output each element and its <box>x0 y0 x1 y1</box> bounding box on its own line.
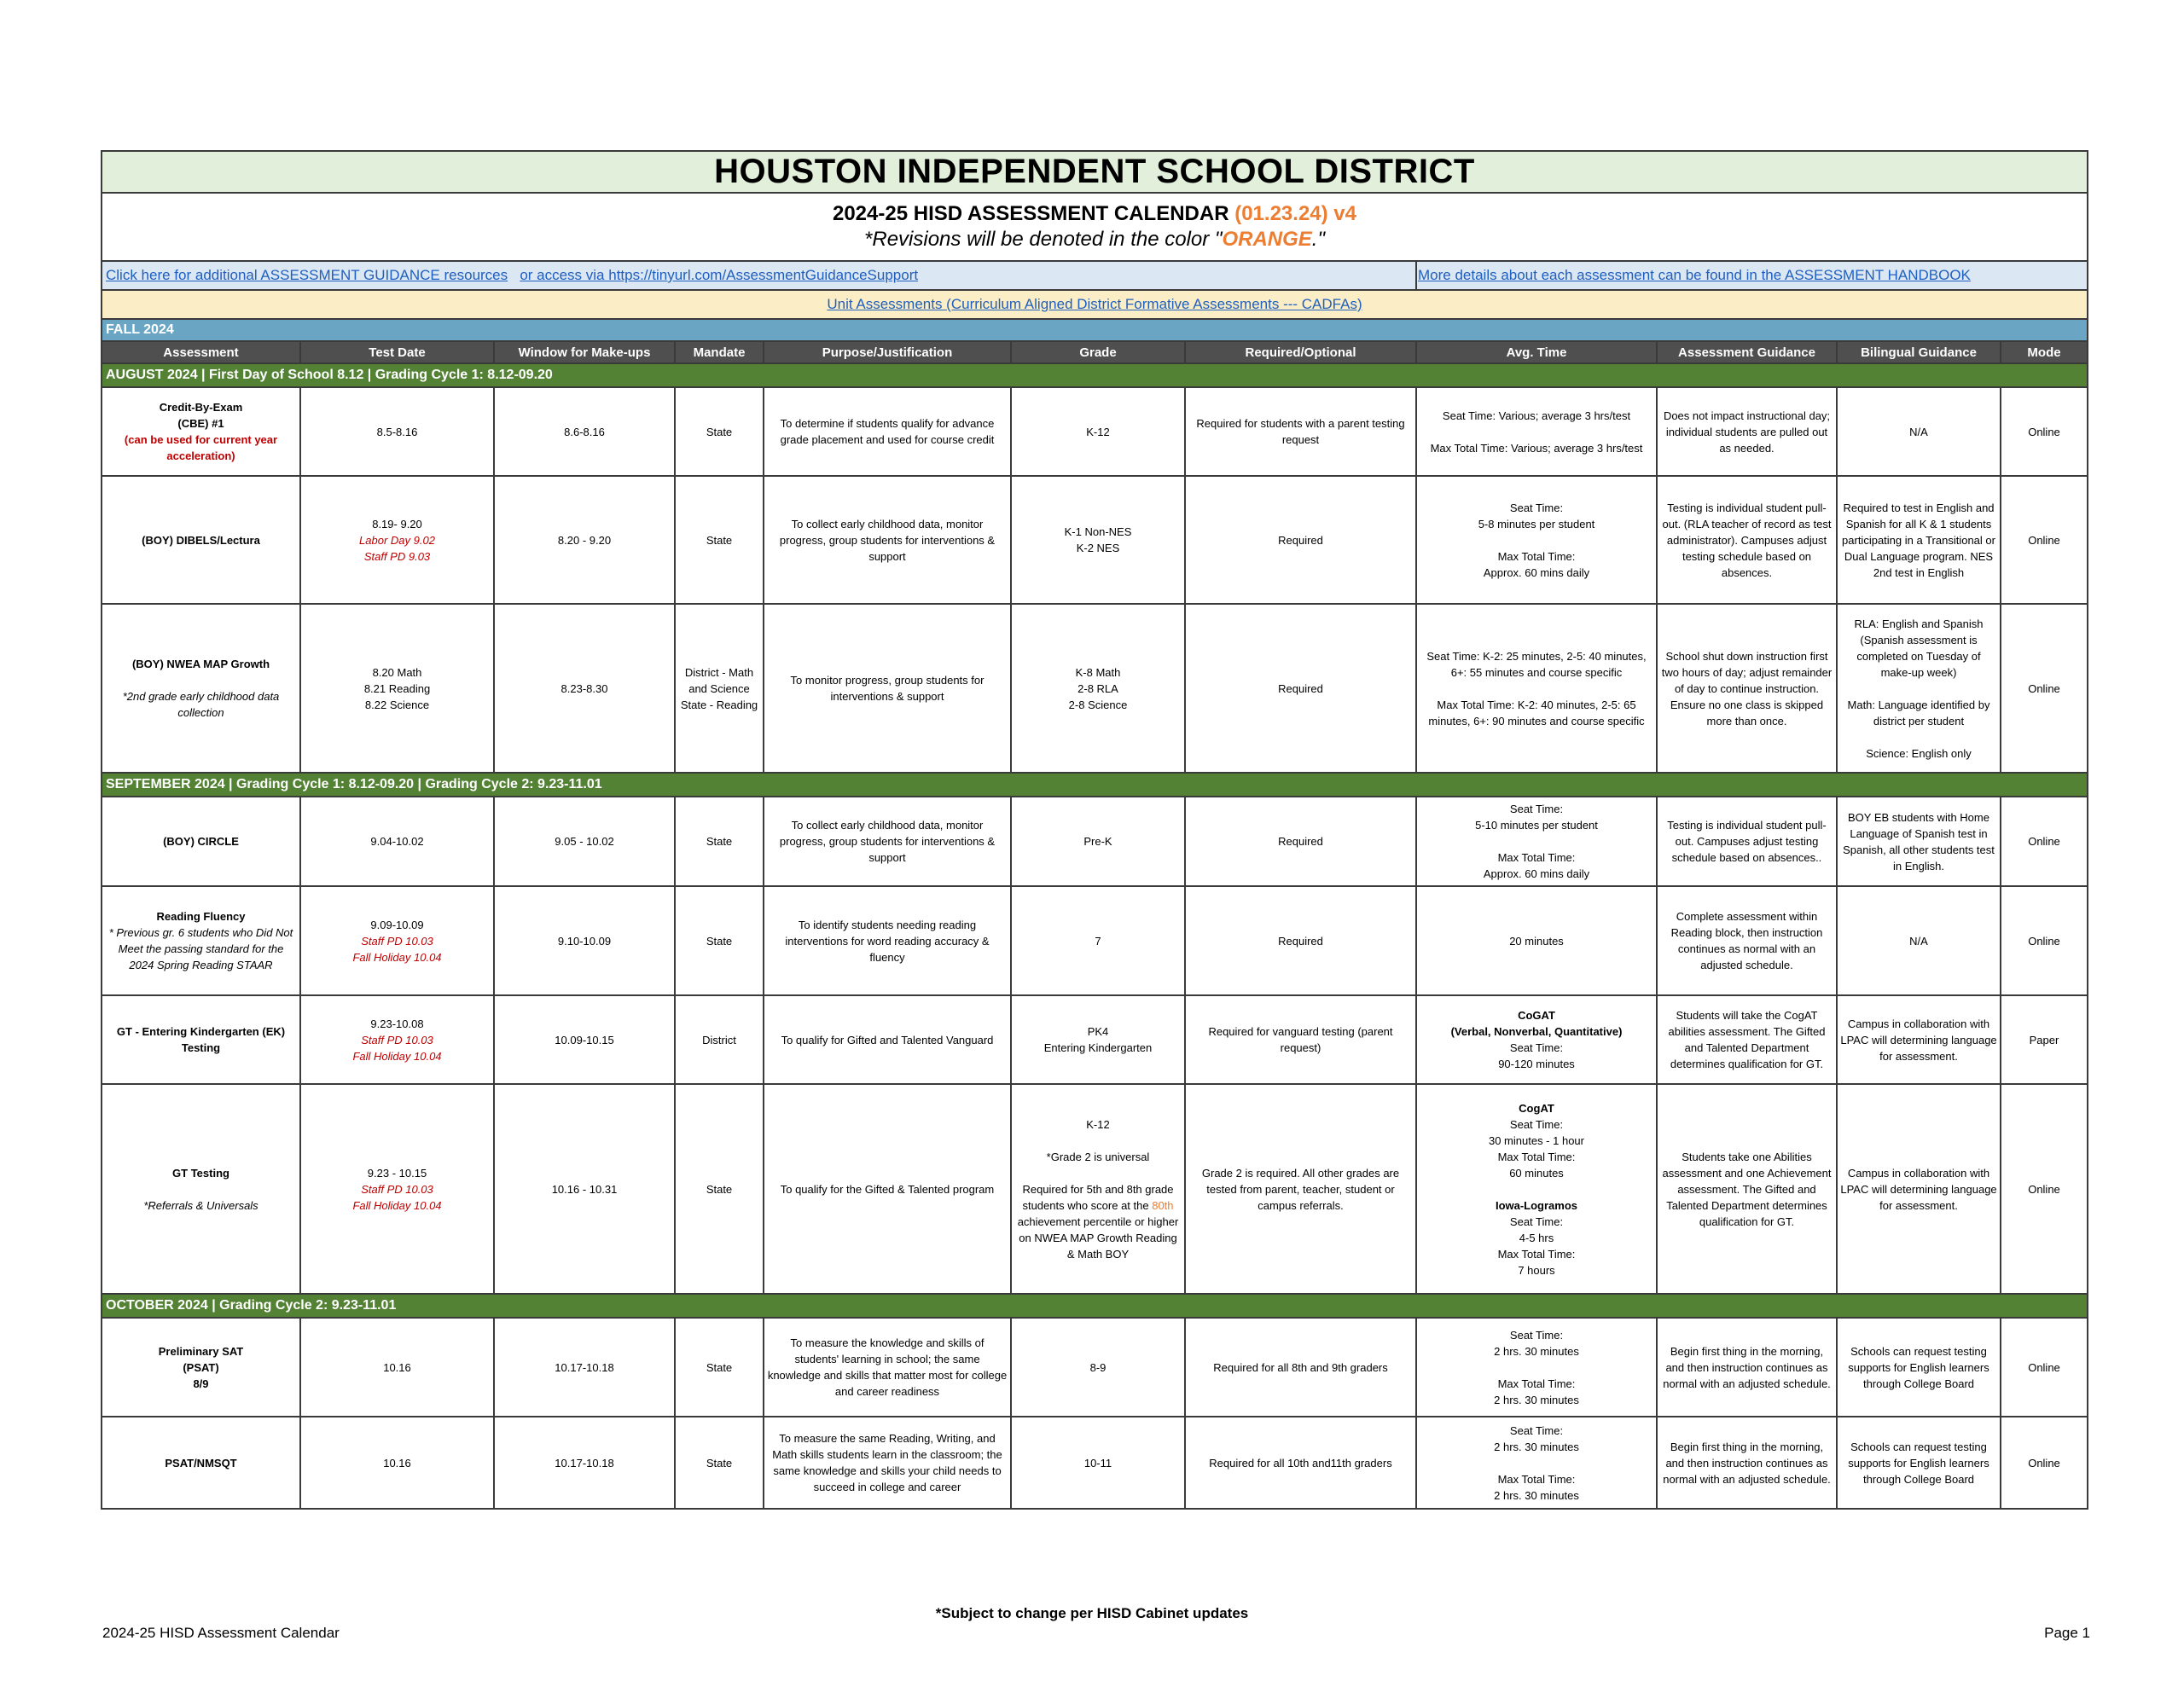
grade-cell <box>1011 1084 1185 1294</box>
revision-note-prefix: *Revisions will be denoted in the color " <box>864 228 1223 251</box>
mode: Online <box>2001 476 2088 604</box>
assessment-guidance: Testing is individual student pull-out. (RLA teacher of record as test administrator). Campuses adjust testing schedule based on absences. <box>1657 476 1837 604</box>
handbook-link-cell <box>1416 261 2088 290</box>
cadfa-link[interactable]: Unit Assessments (Curriculum Aligned District Formative Assessments --- CADFAs) <box>827 296 1362 312</box>
mandate: State <box>675 886 764 995</box>
purpose: To collect early childhood data, monitor progress, group students for interventions & support <box>764 797 1011 886</box>
grade-continued: achievement percentile or higher on NWEA MAP Growth Reading & Math BOY <box>1017 1215 1179 1261</box>
avg-time: Seat Time: 2 hrs. 30 minutes Max Total Time: 2 hrs. 30 minutes <box>1416 1318 1657 1417</box>
assessment-name: GT - Entering Kindergarten (EK) Testing <box>102 995 300 1084</box>
avg-time-cell <box>1416 995 1657 1084</box>
tinyurl-link[interactable]: or access via https://tinyurl.com/AssessmentGuidanceSupport <box>520 267 919 283</box>
table-row <box>102 995 2088 1084</box>
bilingual-guidance: Campus in collaboration with LPAC will determining language for assessment. <box>1837 995 2001 1084</box>
makeup-window: 10.17-10.18 <box>494 1417 675 1509</box>
makeup-window: 8.6-8.16 <box>494 387 675 476</box>
assessment-cell <box>102 604 300 773</box>
col-header-test-date: Test Date <box>300 341 494 363</box>
assessment-guidance: Testing is individual student pull-out. Campuses adjust testing schedule based on absences.. <box>1657 797 1837 886</box>
avg-time: Seat Time: K-2: 25 minutes, 2-5: 40 minutes, 6+: 55 minutes and course specific Max Total Time: K-2: 40 minutes, 2-5: 65 minutes, 6+: 90 minutes and course specific <box>1416 604 1657 773</box>
grade: K-1 Non-NES K-2 NES <box>1011 476 1185 604</box>
month-header-october: OCTOBER 2024 | Grading Cycle 2: 9.23-11.01 <box>102 1294 2088 1318</box>
makeup-window: 8.23-8.30 <box>494 604 675 773</box>
revised-percentile: 80th <box>1152 1198 1174 1212</box>
bilingual-guidance: Schools can request testing supports for English learners through College Board <box>1837 1318 2001 1417</box>
test-date: 8.20 Math 8.21 Reading 8.22 Science <box>300 604 494 773</box>
purpose: To identify students needing reading interventions for word reading accuracy & fluency <box>764 886 1011 995</box>
test-date-cell <box>300 886 494 995</box>
bilingual-guidance: N/A <box>1837 886 2001 995</box>
col-header-assessment: Assessment <box>102 341 300 363</box>
col-header-required: Required/Optional <box>1185 341 1416 363</box>
assessment-note: (can be used for current year acceleration) <box>124 433 278 462</box>
test-battery-name: CoGAT (Verbal, Nonverbal, Quantitative) <box>1450 1009 1623 1038</box>
table-row <box>102 1084 2088 1294</box>
assessment-guidance: Begin first thing in the morning, and then instruction continues as normal with an adjusted schedule. <box>1657 1318 1837 1417</box>
mandate: State <box>675 1084 764 1294</box>
bilingual-guidance: BOY EB students with Home Language of Spanish test in Spanish, all other students test in English. <box>1837 797 2001 886</box>
assessment-guidance: Students take one Abilities assessment and one Achievement assessment. The Gifted and Talented Department determines qualification for GT. <box>1657 1084 1837 1294</box>
avg-time: Seat Time: 5-10 minutes per student Max Total Time: Approx. 60 mins daily <box>1416 797 1657 886</box>
assessment-cell <box>102 1084 300 1294</box>
table-row <box>102 886 2088 995</box>
makeup-window: 9.10-10.09 <box>494 886 675 995</box>
version-number: v4 <box>1333 202 1356 225</box>
cadfa-cell <box>102 290 2088 319</box>
avg-time: Seat Time: 90-120 minutes <box>1498 1041 1575 1070</box>
table-row <box>102 476 2088 604</box>
revision-note-suffix: ." <box>1311 228 1325 251</box>
assessment-name: (BOY) DIBELS/Lectura <box>102 476 300 604</box>
purpose: To measure the knowledge and skills of students' learning in school; the same knowledge and skills that matter most for college and career readiness <box>764 1318 1011 1417</box>
table-row <box>102 1318 2088 1417</box>
bilingual-guidance: RLA: English and Spanish (Spanish assessment is completed on Tuesday of make-up week) Math: Language identified by district per student Science: English only <box>1837 604 2001 773</box>
assessment-guidance: School shut down instruction first two hours of day; adjust remainder of day to continue instruction. Ensure no one class is skipped more than once. <box>1657 604 1837 773</box>
purpose: To qualify for Gifted and Talented Vanguard <box>764 995 1011 1084</box>
mandate: State <box>675 476 764 604</box>
assessment-name: Reading Fluency <box>156 910 246 923</box>
test-date: 9.23-10.08 <box>370 1017 424 1030</box>
avg-time: Seat Time: 5-8 minutes per student Max Total Time: Approx. 60 mins daily <box>1416 476 1657 604</box>
grade: 7 <box>1011 886 1185 995</box>
purpose: To determine if students qualify for advance grade placement and used for course credit <box>764 387 1011 476</box>
version-date: (01.23.24) <box>1234 202 1328 225</box>
footer-notice: *Subject to change per HISD Cabinet updates <box>935 1605 1249 1621</box>
col-header-grade: Grade <box>1011 341 1185 363</box>
makeup-window: 10.09-10.15 <box>494 995 675 1084</box>
date-note: Staff PD 10.03 Fall Holiday 10.04 <box>352 934 442 964</box>
date-note: Staff PD 10.03 Fall Holiday 10.04 <box>352 1182 442 1212</box>
assessment-calendar-sheet <box>101 150 2087 1510</box>
mode: Online <box>2001 886 2088 995</box>
assessment-handbook-link[interactable]: More details about each assessment can be found in the ASSESSMENT HANDBOOK <box>1418 267 1971 283</box>
mode: Online <box>2001 1084 2088 1294</box>
assessment-guidance: Begin first thing in the morning, and then instruction continues as normal with an adjusted schedule. <box>1657 1417 1837 1509</box>
footer-doc-name: 2024-25 HISD Assessment Calendar <box>102 1625 340 1641</box>
guidance-links-cell <box>102 261 1416 290</box>
table-row <box>102 387 2088 476</box>
mode: Paper <box>2001 995 2088 1084</box>
table-row <box>102 797 2088 886</box>
required-optional: Required for all 10th and11th graders <box>1185 1417 1416 1509</box>
season-header: FALL 2024 <box>102 319 2088 341</box>
grade: Pre-K <box>1011 797 1185 886</box>
grade: 8-9 <box>1011 1318 1185 1417</box>
footer-page-number: Page 1 <box>2044 1625 2090 1641</box>
assessment-note: *Referrals & Universals <box>143 1198 258 1212</box>
mode: Online <box>2001 797 2088 886</box>
required-optional: Required for students with a parent testing request <box>1185 387 1416 476</box>
mode: Online <box>2001 604 2088 773</box>
mandate: State <box>675 1417 764 1509</box>
mandate: State <box>675 387 764 476</box>
calendar-name: 2024-25 HISD ASSESSMENT CALENDAR <box>832 202 1229 225</box>
assessment-name: (BOY) NWEA MAP Growth <box>131 658 270 670</box>
test-date: 10.16 <box>300 1318 494 1417</box>
assessment-cell <box>102 387 300 476</box>
assessment-guidance: Does not impact instructional day; individual students are pulled out as needed. <box>1657 387 1837 476</box>
assessment-name: GT Testing <box>172 1166 229 1180</box>
col-header-window: Window for Make-ups <box>494 341 675 363</box>
purpose: To collect early childhood data, monitor progress, group students for interventions & support <box>764 476 1011 604</box>
mandate: District <box>675 995 764 1084</box>
assessment-guidance: Complete assessment within Reading block, then instruction continues as normal with an adjusted schedule. <box>1657 886 1837 995</box>
month-header-august: AUGUST 2024 | First Day of School 8.12 | Grading Cycle 1: 8.12-09.20 <box>102 363 2088 387</box>
table-row <box>102 604 2088 773</box>
grade: K-8 Math 2-8 RLA 2-8 Science <box>1011 604 1185 773</box>
test-date-cell <box>300 476 494 604</box>
avg-time-cell <box>1416 1084 1657 1294</box>
month-header-september: SEPTEMBER 2024 | Grading Cycle 1: 8.12-09.20 | Grading Cycle 2: 9.23-11.01 <box>102 773 2088 797</box>
avg-time: Seat Time: 30 minutes - 1 hour Max Total Time: 60 minutes <box>1488 1117 1584 1180</box>
mode: Online <box>2001 387 2088 476</box>
calendar-subtitle <box>102 193 2088 261</box>
mode: Online <box>2001 1318 2088 1417</box>
assessment-table <box>101 150 2088 1510</box>
test-date: 8.5-8.16 <box>300 387 494 476</box>
purpose: To measure the same Reading, Writing, and Math skills students learn in the classroom; the same knowledge and skills your child needs to succeed in college and career <box>764 1417 1011 1509</box>
test-date: 9.09-10.09 <box>370 918 424 931</box>
required-optional: Required <box>1185 604 1416 773</box>
avg-time: Seat Time: 4-5 hrs Max Total Time: 7 hours <box>1497 1215 1576 1277</box>
assessment-name: (BOY) CIRCLE <box>102 797 300 886</box>
required-optional: Grade 2 is required. All other grades are tested from parent, teacher, student or campus referrals. <box>1185 1084 1416 1294</box>
grade: K-12 *Grade 2 is universal Required for 5th and 8th grade students who score at the <box>1022 1117 1174 1212</box>
assessment-name: PSAT/NMSQT <box>102 1417 300 1509</box>
required-optional: Required <box>1185 797 1416 886</box>
required-optional: Required for all 8th and 9th graders <box>1185 1318 1416 1417</box>
col-header-avg-time: Avg. Time <box>1416 341 1657 363</box>
test-battery-name: CogAT <box>1519 1101 1554 1115</box>
test-date: 10.16 <box>300 1417 494 1509</box>
date-note: Staff PD 10.03 Fall Holiday 10.04 <box>352 1033 442 1063</box>
test-date: 9.04-10.02 <box>300 797 494 886</box>
assessment-name: Credit-By-Exam (CBE) #1 <box>159 401 243 430</box>
assessment-name: Preliminary SAT (PSAT) 8/9 <box>102 1318 300 1417</box>
revision-color-word: ORANGE <box>1222 228 1312 251</box>
mandate: State <box>675 1318 764 1417</box>
purpose: To qualify for the Gifted & Talented program <box>764 1084 1011 1294</box>
required-optional: Required for vanguard testing (parent request) <box>1185 995 1416 1084</box>
test-date-cell <box>300 995 494 1084</box>
grade: 10-11 <box>1011 1417 1185 1509</box>
table-row <box>102 1417 2088 1509</box>
mandate: State <box>675 797 764 886</box>
test-date: 8.19- 9.20 <box>372 517 422 530</box>
assessment-note: * Previous gr. 6 students who Did Not Meet the passing standard for the 2024 Spring Reading STAAR <box>108 926 293 971</box>
makeup-window: 10.17-10.18 <box>494 1318 675 1417</box>
grade: K-12 <box>1011 387 1185 476</box>
bilingual-guidance: Campus in collaboration with LPAC will determining language for assessment. <box>1837 1084 2001 1294</box>
bilingual-guidance: N/A <box>1837 387 2001 476</box>
purpose: To monitor progress, group students for interventions & support <box>764 604 1011 773</box>
makeup-window: 10.16 - 10.31 <box>494 1084 675 1294</box>
assessment-guidance: Students will take the CogAT abilities assessment. The Gifted and Talented Department determines qualification for GT. <box>1657 995 1837 1084</box>
test-date: 9.23 - 10.15 <box>367 1166 427 1180</box>
avg-time: 20 minutes <box>1416 886 1657 995</box>
assessment-note: *2nd grade early childhood data collection <box>122 690 280 719</box>
col-header-purpose: Purpose/Justification <box>764 341 1011 363</box>
grade: PK4 Entering Kindergarten <box>1011 995 1185 1084</box>
col-header-mode: Mode <box>2001 341 2088 363</box>
col-header-mandate: Mandate <box>675 341 764 363</box>
bilingual-guidance: Schools can request testing supports for English learners through College Board <box>1837 1417 2001 1509</box>
bilingual-guidance: Required to test in English and Spanish for all K & 1 students participating in a Transitional or Dual Language program. NES 2nd test in English <box>1837 476 2001 604</box>
col-header-assessment-guidance: Assessment Guidance <box>1657 341 1837 363</box>
avg-time: Seat Time: 2 hrs. 30 minutes Max Total Time: 2 hrs. 30 minutes <box>1416 1417 1657 1509</box>
mandate: District - Math and Science State - Reading <box>675 604 764 773</box>
assessment-guidance-link[interactable]: Click here for additional ASSESSMENT GUIDANCE resources <box>106 267 508 283</box>
test-battery-name: Iowa-Logramos <box>1495 1198 1578 1212</box>
test-date-cell <box>300 1084 494 1294</box>
required-optional: Required <box>1185 886 1416 995</box>
avg-time: Seat Time: Various; average 3 hrs/test Max Total Time: Various; average 3 hrs/test <box>1416 387 1657 476</box>
makeup-window: 9.05 - 10.02 <box>494 797 675 886</box>
col-header-bilingual-guidance: Bilingual Guidance <box>1837 341 2001 363</box>
makeup-window: 8.20 - 9.20 <box>494 476 675 604</box>
date-note: Labor Day 9.02 Staff PD 9.03 <box>359 533 435 563</box>
page-title: HOUSTON INDEPENDENT SCHOOL DISTRICT <box>102 151 2088 193</box>
mode: Online <box>2001 1417 2088 1509</box>
required-optional: Required <box>1185 476 1416 604</box>
assessment-cell <box>102 886 300 995</box>
